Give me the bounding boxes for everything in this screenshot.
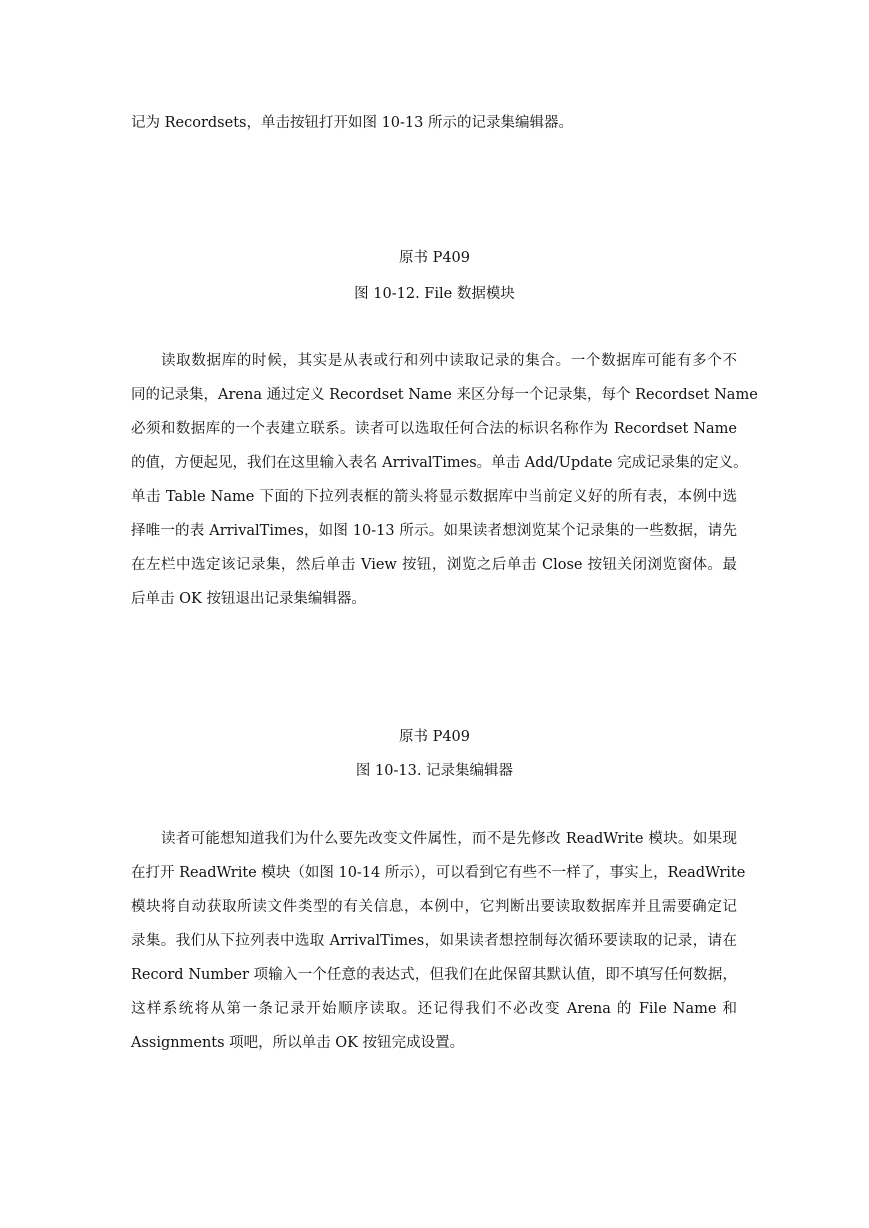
- paragraph-2-line: Record Number 项输入一个任意的表达式，但我们在此保留其默认值，即不填写任何数据，: [131, 967, 737, 983]
- paragraph-2: [131, 829, 746, 1067]
- intro-line: 记为 Recordsets，单击按钮打开如图 10-13 所示的记录集编辑器。: [131, 115, 573, 131]
- figure-1-caption: 图 10-12. File 数据模块: [354, 286, 515, 302]
- paragraph-1-line: 的值，方便起见，我们在这里输入表名 ArrivalTimes。单击 Add/Update 完成记录集的定义。: [131, 455, 748, 471]
- paragraph-1: [131, 351, 758, 623]
- figure-1-source: 原书 P409: [398, 250, 471, 266]
- figure-2-source: 原书 P409: [398, 729, 471, 745]
- paragraph-2-line: Assignments 项吧，所以单击 OK 按钮完成设置。: [131, 1035, 465, 1051]
- paragraph-1-line: 在左栏中选定该记录集，然后单击 View 按钮，浏览之后单击 Close 按钮关闭浏览窗体。最: [131, 557, 737, 573]
- paragraph-2-line: 读者可能想知道我们为什么要先改变文件属性，而不是先修改 ReadWrite 模块。如果现: [161, 831, 737, 847]
- paragraph-1-line: 同的记录集，Arena 通过定义 Recordset Name 来区分每一个记录集，每个 Recordset Name: [131, 387, 758, 403]
- paragraph-2-line: 模块将自动获取所读文件类型的有关信息，本例中，它判断出要读取数据库并且需要确定记: [131, 899, 737, 915]
- paragraph-1-line: 必须和数据库的一个表建立联系。读者可以选取任何合法的标识名称作为 Recordset Name: [131, 421, 737, 437]
- paragraph-1-line: 单击 Table Name 下面的下拉列表框的箭头将显示数据库中当前定义好的所有表，本例中选: [131, 489, 737, 505]
- figure-2-caption: 图 10-13. 记录集编辑器: [355, 763, 514, 779]
- paragraph-1-line: 择唯一的表 ArrivalTimes，如图 10-13 所示。如果读者想浏览某个记录集的一些数据，请先: [131, 523, 737, 539]
- paragraph-2-line: 在打开 ReadWrite 模块（如图 10-14 所示），可以看到它有些不一样了，事实上，ReadWrite: [131, 865, 746, 881]
- paragraph-2-line: 录集。我们从下拉列表中选取 ArrivalTimes，如果读者想控制每次循环要读取的记录，请在: [131, 933, 737, 949]
- paragraph-1-line: 后单击 OK 按钮退出记录集编辑器。: [131, 591, 366, 607]
- paragraph-2-line: 这样系统将从第一条记录开始顺序读取。还记得我们不必改变 Arena 的 File Name 和: [131, 1001, 737, 1017]
- paragraph-1-line: 读取数据库的时候，其实是从表或行和列中读取记录的集合。一个数据库可能有多个不: [161, 353, 737, 369]
